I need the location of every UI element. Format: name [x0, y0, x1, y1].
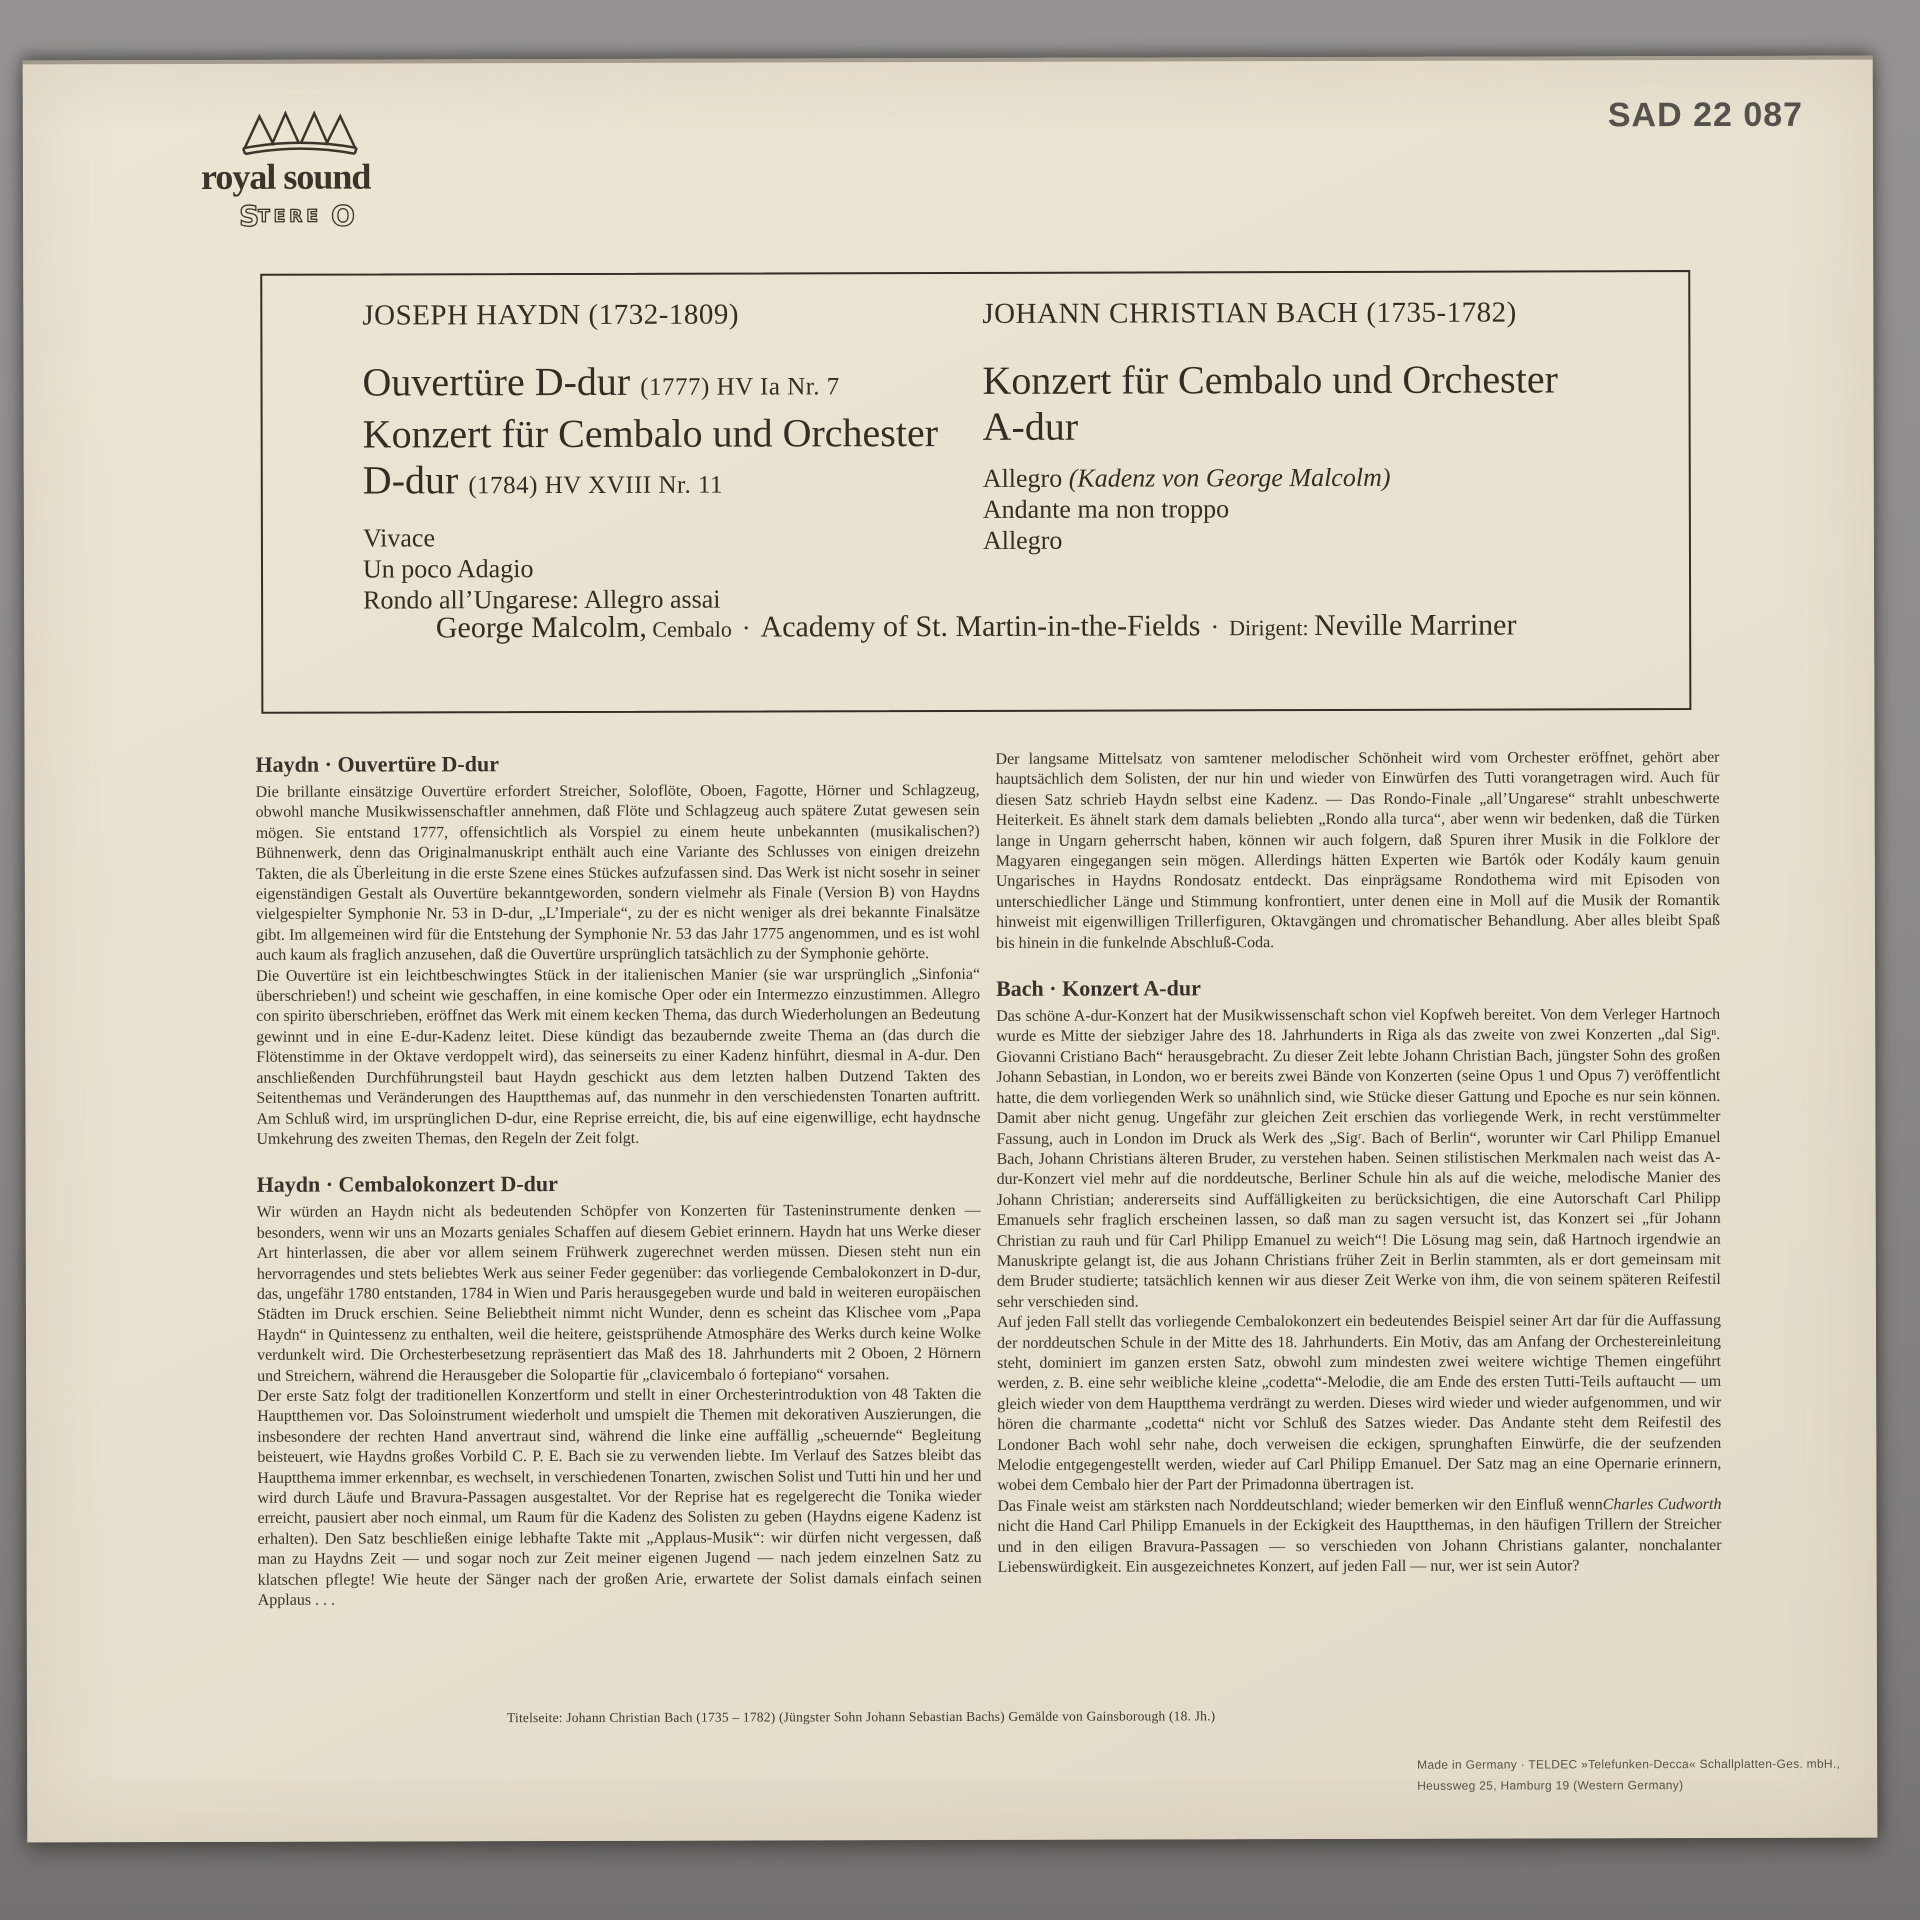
notes-paragraph-final: Charles Cudworth Das Finale weist am stärksten nach Norddeutschland; wieder bemerken wir den Einfluß wenn nicht die Hand Carl Philipp Emanuels in der Eckigkeit des Hauptthemas, in den häufigen Trillern der Streicher und in den eiligen Bravura-Passagen — so verschieden von Johann Christians galanter, nonchalanter Liebenswürdigkeit. Ein ausgezeichnetes Konzert, auf jeden Fall — nur, wer ist sein Autor?	[997, 1495, 1722, 1576]
haydn-movements	[363, 521, 993, 616]
orchestra-name: Academy of St. Martin-in-the-Fields	[760, 609, 1201, 644]
haydn-work2-detail: (1784) HV XVIII Nr. 11	[468, 471, 724, 500]
notes-paragraph: Der erste Satz folgt der traditionellen Konzertform und stellt in einer Orchesterintroduktion von 48 Takten die Hauptthemen vor. Das Soloinstrument wiederholt und umspielt die Themen mit dekorativen Auszierungen, die insbesondere der rechten Hand anvertraut sind, während die linke eine auffällig „scheuernde“ Begleitung beisteuert, wie Haydns großes Vorbild C. P. E. Bach sie zu verwenden liebte. Im Verlauf des Satzes bleibt das Hauptthema immer erkennbar, es wechselt, in verschiedenen Tonarten, zwischen Solist und Tutti hin und her und wird durch Läufe und Bravura-Passagen ausgestaltet. Vor der Reprise hat es regelgerecht die Tonika wieder erreicht, pausiert aber noch einmal, um Raum für die Kadenz des Solisten zu geben (Haydns eigene Kadenz ist erhalten). Den Satz beschließen einige lebhafte Takte mit „Applaus-Musik“: wir dürfen nicht vergessen, daß man zu Haydns Zeit — und sogar noch zur Zeit meiner eigenen Jugend — nach jedem einzelnen Satz zu klatschen pflegte! Wie heute der Sänger nach der großen Arie, erwartete der Solist damals einfach seinen Applaus . . .	[257, 1385, 982, 1609]
haydn-column	[362, 298, 993, 616]
section-heading-bach-konzert: Bach · Konzert A-dur	[996, 975, 1201, 1001]
record-sleeve-back	[23, 56, 1878, 1843]
haydn-work2-line1: Konzert für Cembalo und Orchester	[362, 410, 939, 457]
stereo-logo	[239, 196, 359, 234]
bach-movement-3: Allegro	[982, 525, 1063, 555]
haydn-movement-2: Un poco Adagio	[362, 554, 534, 584]
author-signature: Charles Cudworth	[1602, 1495, 1722, 1514]
svg-text:TERE: TERE	[258, 206, 323, 227]
cover-art-caption: Titelseite: Johann Christian Bach (1735 – 1782) (Jüngster Sohn Johann Sebastian Bachs) Gemälde von Gainsborough (18. Jh.)	[506, 1708, 1216, 1726]
separator-dot: ·	[741, 613, 751, 643]
bach-column	[982, 296, 1683, 556]
catalog-number: SAD 22 087	[1607, 95, 1804, 135]
haydn-work2-line2: D-dur (1784) HV XVIII Nr. 11	[362, 457, 724, 503]
notes-paragraph: Wir würden an Haydn nicht als bedeutenden Schöpfer von Konzerten für Tasteninstrumente denken — besonders, wenn wir uns an Mozarts geniales Schaffen auf diesem Gebiet erinnern. Haydn hat uns Werke dieser Art hinterlassen, die aber vor allem seinem Frühwerk zugerechnet werden müssen. Diesen steht nun ein hervorragendes und stets beliebtes Werk aus seiner Feder gegenüber: das vorliegende Cembalokonzert in D-dur, das, ungefähr 1780 entstanden, 1784 in Wien und Paris herausgegeben wurde und bald in weiteren europäischen Städten im Druck erschien. Seine Beliebtheit nimmt nicht Wunder, denn es scheint das Klischee vom „Papa Haydn“ in Quintessenz zu enthalten, weil die heitere, geistsprühende Atmosphäre des Werks durch keine Wolke verdunkelt wird. Die Orchesterbesetzung repräsentiert das Maß des 18. Jahrhunderts mit 2 Oboen, 2 Hörnern und Streichern, während die Herausgeber die Solopartie für „clavicembalo ó fortepiano“ vorsahen.	[256, 1202, 982, 1385]
notes-paragraph: Die Ouvertüre ist ein leichtbeschwingtes Stück in der italienischen Manier (sie war ursprünglich „Sinfonia“ überschrieben!) und scheint wie geschaffen, in eine komische Oper oder ein Intermezzo einzustimmen. Allegro con spirito überschrieben, eröffnet das Werk mit einem kecken Thema, das durch Wiederholungen an Bedeutung gewinnt und in eine E-dur-Kadenz leitet. Diese kündigt das bezaubernde zweite Thema an (das durch die Flötenstimme in der Oktave verdoppelt wird), das seinerseits zu einer Kadenz hinführt, diesmal in A-dur. Den anschließenden Durchführungsteil baut Haydn geschickt aus dem letzten halben Dutzend Takten des Seitenthemas und Veränderungen des Hauptthemas auf, das nunmehr in den verschiedensten Tonarten auftritt. Am Schluß wird, im ursprünglichen D-dur, eine Reprise erreicht, die, bis auf eine eigenwillige, echt haydnsche Umkehrung des zweiten Themas, den Regeln der Zeit folgt.	[256, 965, 981, 1148]
performer-role: Cembalo	[646, 616, 732, 642]
section-heading-ouverture: Haydn · Ouvertüre D-dur	[255, 751, 499, 777]
label-name: royal sound	[200, 156, 371, 197]
bach-work-line2: A-dur	[982, 403, 1079, 449]
bach-movement-1: Allegro (Kadenz von George Malcolm)	[982, 462, 1391, 493]
liner-notes-left-column	[255, 750, 981, 1611]
haydn-work1: Ouvertüre D-dur (1777) HV Ia Nr. 7	[362, 358, 840, 405]
notes-paragraph: Der langsame Mittelsatz von samtener melodischer Schönheit wird vom Orchester eröffnet, gehört aber hauptsächlich dem Solisten, der nur hin und wieder von Einwürfen des Tutti vorangetragen wird. Auch für diesen Satz schrieb Haydn selbst eine Kadenz. — Das Rondo-Finale „all’Ungarese“ strahlt unbeschwerte Heiterkeit. Es ähnelt stark dem damals beliebten „Rondo alla turca“, aber wenn wir bedenken, daß die Türken lange in Ungarn geherrscht haben, können wir auch folgern, daß Spuren ihrer Musik in die Folklore der Magyaren eingegangen sein mögen. Allerdings hätten Experten wie Bartók oder Kodály kaum genuin Ungarisches in Haydns Rondosatz entdeckt. Das einprägsame Rondothema wird mit Episoden von unterschiedlicher Länge und Stimmung konfrontiert, unter denen eine in Moll auf die Musik der Romantik hinweist mit eigenwilligen Trillerfiguren, Oktavgängen und chromatischer Behandlung. Aber alles bleibt Spaß bis hinein in die funkelnde Abschluß-Coda.	[995, 748, 1720, 952]
manufacturer-imprint	[1417, 1754, 1867, 1797]
conductor-name: Neville Marriner	[1314, 608, 1517, 643]
bach-movement-1-cadenza: (Kadenz von George Malcolm)	[1068, 462, 1391, 493]
haydn-work1-detail: (1777) HV Ia Nr. 7	[640, 373, 840, 401]
notes-paragraph: Auf jeden Fall stellt das vorliegende Cembalokonzert ein bedeutendes Beispiel seiner Art dar für die Auffassung der norddeutschen Schule in der Mitte des 18. Jahrhunderts. Ein Motiv, das am Anfang der Orchestereinleitung steht, dominiert im ganzen ersten Satz, obwohl zum mindesten zwei weitere wichtige Themen eingeführt werden, z. B. eine sehr weibliche kleine „codetta“-Melodie, die am Ende des ersten Tutti-Teils auftaucht — um gleich wieder von dem Hauptthema verdrängt zu werden. Dieses wird wieder und wieder aufgenommen, und wir hören die charmante „codetta“ nicht vor Schluß des Satzes wieder. Das Andante steht dem Reifestil des Londoner Bach wohl sehr nahe, doch verweisen die eckigen, sprunghaften Einwürfe, die der seufzenden Melodie entgegengestellt werden, wieder auf Carl Philipp Emanuel. Der Satz mag an eine Opernarie erinnern, wobei dem Cembalo hier der Part der Primadonna übertragen ist.	[996, 1312, 1722, 1495]
performer-name: George Malcolm,	[435, 610, 647, 645]
crown-icon	[235, 108, 365, 158]
title-box	[260, 270, 1691, 714]
svg-text:S: S	[239, 199, 260, 233]
section-heading-cembalokonzert: Haydn · Cembalokonzert D-dur	[256, 1171, 558, 1198]
bach-composer: JOHANN CHRISTIAN BACH (1735-1782)	[982, 296, 1517, 330]
haydn-composer: JOSEPH HAYDN (1732-1809)	[362, 298, 740, 332]
svg-text:O: O	[331, 199, 355, 233]
notes-paragraph: Das schöne A-dur-Konzert hat der Musikwissenschaft schon viel Kopfweh bereitet. Von dem Verleger Hartnoch wurde es Mitte der siebziger Jahre des 18. Jahrhunderts in Riga als das zweite von zwei Konzerten „dal Sigⁿ. Giovanni Cristiano Bach“ herausgebracht. Zu dieser Zeit lebte Johann Christian Bach, jüngster Sohn des großen Johann Sebastian, in London, wo er bereits zwei Bände von Konzerten (seine Opus 1 und Opus 7) veröffentlicht hatte, die dem vorliegenden Werk so unähnlich sind, wie Stücke dieser Gattung und Epoche es nur sein können. Damit aber nicht genug. Ungefähr zur gleichen Zeit erschien das vorliegende Werk, in recht verstümmelter Fassung, auch in London im Druck als Werk des „Sigʳ. Bach of Berlin“, worunter wir Carl Philipp Emanuel Bach, Johann Christians älteren Bruder, zu verstehen haben. Seinen stilistischen Merkmalen nach weist das A-dur-Konzert viel mehr auf die norddeutsche, Berliner Schule hin als auf die weiche, melodische Manier des Johann Christian; andererseits sind Auffälligkeiten zu berücksichtigen, die eine Autorschaft Carl Philipp Emanuels sehr fraglich erscheinen lassen, so daß man zu sagen versucht ist, das Konzert sei „für Johann Christian zu rauh und für Carl Philipp Emanuel zu weich“! Die Lösung mag sein, daß Hartnoch irgendwie an Manuskripte gelangt ist, die aus Johann Christians früher Zeit in Berlin stammten, als er dort gemeinsam mit dem Bruder studierte; tatsächlich kennen wir aus dieser Zeit Werke von ihm, die von seinem späteren Reifestil sehr verschieden sind.	[996, 1006, 1721, 1311]
performers-line	[263, 608, 1689, 646]
haydn-movement-1: Vivace	[362, 523, 436, 553]
imprint-line-2: Heussweg 25, Hamburg 19 (Western Germany)	[1417, 1778, 1684, 1793]
bach-movements	[983, 461, 1683, 556]
separator-dot: ·	[1210, 612, 1220, 642]
imprint-line-1: Made in Germany · TELDEC »Telefunken-Decca« Schallplatten-Ges. mbH.,	[1417, 1756, 1841, 1772]
notes-paragraph: Die brillante einsätzige Ouvertüre erfordert Streicher, Soloflöte, Oboen, Fagotte, Hörner und Schlagzeug, obwohl manche Musikwissenschaftler annehmen, daß Flöte und Schlagzeug auch spätere Zutat gewesen sein mögen. Sie entstand 1777, offensichtlich als Vorspiel zu einem heute unbekannten (musikalischen?) Bühnenwerk, denn das Originalmanuskript enthält auch eine Variante des Schlusses von einigen dreizehn Takten, die als Überleitung in die erste Szene eines Stückes aufzufassen sind. Das Werk ist nicht sosehr in seiner eigenständigen Gestalt als Ouvertüre bekanntgeworden, sondern vielmehr als Finale (Version B) von Haydns vielgespielter Symphonie Nr. 53 in D-dur, „L’Imperiale“, zu der es nicht weniger als drei bekannte Finalsätze gibt. Im allgemeinen wird für die Entstehung der Symphonie Nr. 53 das Jahr 1775 angenommen, und es ist wohl auch kaum als fraglich anzusehen, daß die Ouvertüre ursprünglich tatsächlich zu der Symphonie gehörte.	[255, 781, 980, 965]
bach-movement-2: Andante ma non troppo	[982, 494, 1230, 524]
conductor-label: Dirigent:	[1229, 615, 1315, 641]
liner-notes-right-column	[995, 748, 1721, 1578]
bach-work-line1: Konzert für Cembalo und Orchester	[982, 356, 1558, 403]
haydn-movement-3: Rondo all’Ungarese: Allegro assai	[363, 584, 721, 615]
